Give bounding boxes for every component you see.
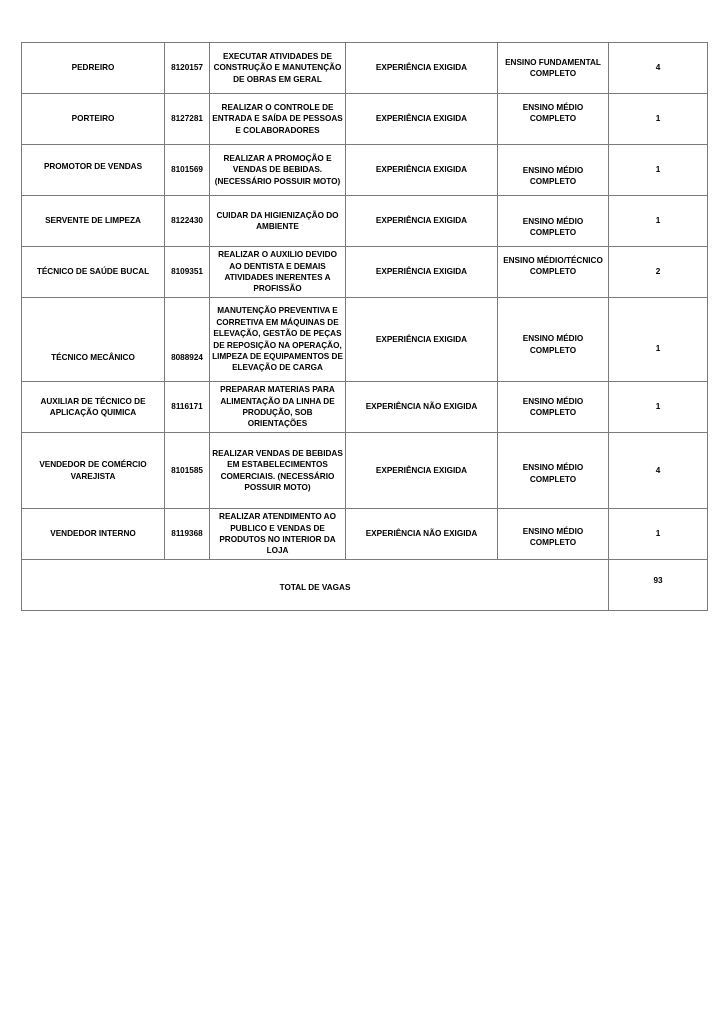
role-cell: PEDREIRO [22,43,165,94]
table-row [22,298,708,382]
table-row [22,196,708,247]
education-cell [498,43,609,94]
vacancies-cell: 1 [609,145,708,196]
vacancies-cell: 1 [609,196,708,247]
education-cell: ENSINO MÉDIO COMPLETO [498,382,609,433]
experience-cell: EXPERIÊNCIA EXIGIDA [346,196,498,247]
description-cell: REALIZAR VENDAS DE BEBIDAS EM ESTABELECIMENTOS COMERCIAIS. (NECESSÁRIO POSSUIR MOTO) [210,433,346,509]
total-label: TOTAL DE VAGAS [279,583,351,593]
code-text: 8088924 [171,352,203,362]
experience-cell: EXPERIÊNCIA EXIGIDA [346,94,498,145]
table-row [22,43,708,94]
role-text: PROMOTOR DE VENDAS [43,162,143,172]
vacancies-cell: 1 [609,509,708,560]
education-cell [498,247,609,298]
education-cell [498,196,609,247]
code-cell: 8120157 [165,43,210,94]
code-cell: 8101569 [165,145,210,196]
experience-cell: EXPERIÊNCIA EXIGIDA [346,145,498,196]
role-cell: SERVENTE DE LIMPEZA [22,196,165,247]
education-text: ENSINO MÉDIO COMPLETO [522,216,584,237]
code-cell: 8101585 [165,433,210,509]
description-cell: REALIZAR O CONTROLE DE ENTRADA E SAÍDA DE PESSOAS E COLABORADORES [210,94,346,145]
education-text: ENSINO MÉDIO/TÉCNICO COMPLETO [503,255,603,276]
code-cell: 8116171 [165,382,210,433]
role-cell: PORTEIRO [22,94,165,145]
total-value: 93 [653,576,663,586]
vacancies-text: 1 [655,343,661,353]
code-cell: 8109351 [165,247,210,298]
education-cell [498,94,609,145]
experience-cell: EXPERIÊNCIA EXIGIDA [346,298,498,382]
experience-cell: EXPERIÊNCIA NÃO EXIGIDA [346,509,498,560]
role-cell: VENDEDOR DE COMÉRCIO VAREJISTA [22,433,165,509]
role-cell: TÉCNICO DE SAÚDE BUCAL [22,247,165,298]
education-text: ENSINO MÉDIO COMPLETO [522,165,584,186]
education-cell [498,145,609,196]
table-row [22,433,708,509]
total-label-cell [22,560,609,611]
vacancies-cell: 4 [609,433,708,509]
total-row [22,560,708,611]
vacancies-table [21,42,708,611]
code-cell: 8122430 [165,196,210,247]
experience-cell: EXPERIÊNCIA NÃO EXIGIDA [346,382,498,433]
description-cell: EXECUTAR ATIVIDADES DE CONSTRUÇÃO E MANUTENÇÃO DE OBRAS EM GERAL [210,43,346,94]
education-text: ENSINO MÉDIO COMPLETO [522,526,584,547]
vacancies-cell: 4 [609,43,708,94]
description-cell: MANUTENÇÃO PREVENTIVA E CORRETIVA EM MÁQUINAS DE ELEVAÇÃO, GESTÃO DE PEÇAS DE REPOSIÇÃO NA OPERAÇÃO, LIMPEZA DE EQUIPAMENTOS DE ELEVAÇÃO DE CARGA [210,298,346,382]
experience-cell: EXPERIÊNCIA EXIGIDA [346,43,498,94]
vacancies-cell [609,298,708,382]
code-cell [165,298,210,382]
role-text: TÉCNICO MECÂNICO [51,352,135,362]
education-cell [498,298,609,382]
table-row [22,509,708,560]
table-row [22,94,708,145]
vacancies-cell: 1 [609,382,708,433]
description-cell: CUIDAR DA HIGIENIZAÇÃO DO AMBIENTE [210,196,346,247]
education-text: ENSINO FUNDAMENTAL COMPLETO [505,57,601,78]
role-cell [22,298,165,382]
description-cell: REALIZAR A PROMOÇÃO E VENDAS DE BEBIDAS. (NECESSÁRIO POSSUIR MOTO) [210,145,346,196]
table-row [22,247,708,298]
table-row [22,145,708,196]
education-cell [498,509,609,560]
vacancies-cell: 2 [609,247,708,298]
description-cell: REALIZAR ATENDIMENTO AO PUBLICO E VENDAS DE PRODUTOS NO INTERIOR DA LOJA [210,509,346,560]
role-cell [22,145,165,196]
education-text: ENSINO MÉDIO COMPLETO [522,334,584,355]
code-cell: 8127281 [165,94,210,145]
experience-cell: EXPERIÊNCIA EXIGIDA [346,247,498,298]
experience-cell: EXPERIÊNCIA EXIGIDA [346,433,498,509]
description-cell: REALIZAR O AUXILIO DEVIDO AO DENTISTA E DEMAIS ATIVIDADES INERENTES A PROFISSÃO [210,247,346,298]
education-text: ENSINO MÉDIO COMPLETO [522,102,584,123]
description-cell: PREPARAR MATERIAS PARA ALIMENTAÇÃO DA LINHA DE PRODUÇÃO, SOB ORIENTAÇÕES [210,382,346,433]
education-text: ENSINO MÉDIO COMPLETO [522,463,584,484]
role-cell: VENDEDOR INTERNO [22,509,165,560]
code-cell: 8119368 [165,509,210,560]
table-row [22,382,708,433]
role-cell: AUXILIAR DE TÉCNICO DE APLICAÇÃO QUIMICA [22,382,165,433]
education-cell [498,433,609,509]
total-value-cell [609,560,708,611]
vacancies-cell: 1 [609,94,708,145]
